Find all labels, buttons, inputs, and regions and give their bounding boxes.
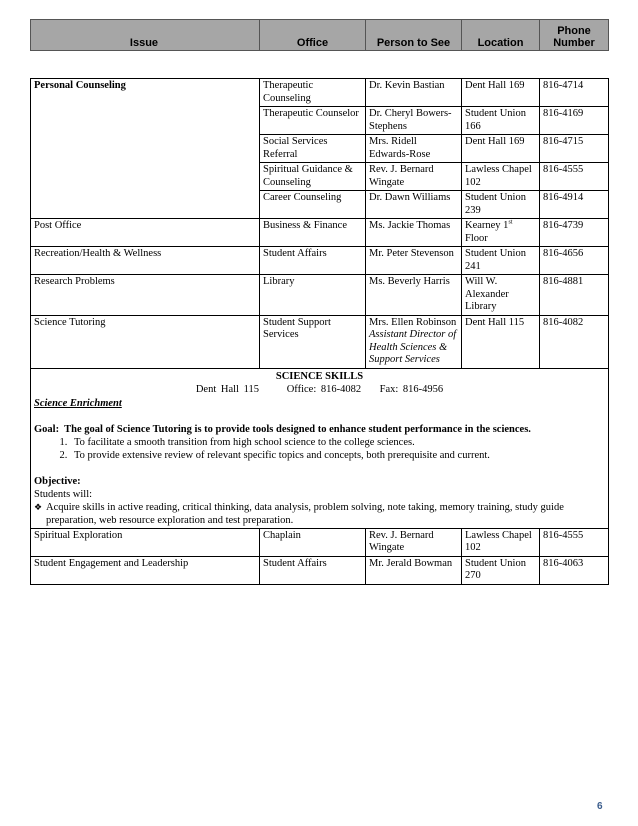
phone-cell: 816-4169	[540, 107, 609, 135]
science-skills-cell	[31, 368, 609, 528]
table-row	[31, 275, 609, 316]
person-cell: Dr. Dawn Williams	[366, 191, 462, 219]
issue-cell: Research Problems	[31, 275, 260, 316]
office-cell: Social Services Referral	[260, 135, 366, 163]
location-cell: Student Union 166	[462, 107, 540, 135]
location-cell: Dent Hall 169	[462, 79, 540, 107]
phone-cell: 816-4555	[540, 528, 609, 556]
office-cell: Spiritual Guidance & Counseling	[260, 163, 366, 191]
person-cell: Mrs. Ridell Edwards-Rose	[366, 135, 462, 163]
person-title: Assistant Director of Health Sciences & Support Services	[369, 329, 457, 365]
phone-cell: 816-4914	[540, 191, 609, 219]
location-cell: Dent Hall 115	[462, 315, 540, 368]
directory-header	[30, 19, 609, 51]
location-cell: Student Union 270	[462, 556, 540, 584]
header-issue: Issue	[31, 20, 260, 51]
office-cell: Student Affairs	[260, 556, 366, 584]
location-cell: Will W. Alexander Library	[462, 275, 540, 316]
phone-cell: 816-4739	[540, 219, 609, 247]
diamond-bullet-icon: ❖	[34, 501, 43, 512]
person-cell	[366, 315, 462, 368]
person-cell: Dr. Cheryl Bowers-Stephens	[366, 107, 462, 135]
office-cell: Chaplain	[260, 528, 366, 556]
objective-label: Objective:	[34, 475, 81, 487]
issue-cell: Spiritual Exploration	[31, 528, 260, 556]
header-office: Office	[260, 20, 366, 51]
person-cell: Rev. J. Bernard Wingate	[366, 528, 462, 556]
office-cell: Therapeutic Counseling	[260, 79, 366, 107]
phone-cell: 816-4881	[540, 275, 609, 316]
location-superscript: st	[508, 219, 513, 226]
office-cell: Business & Finance	[260, 219, 366, 247]
science-skills-row	[31, 368, 609, 528]
location-cell	[462, 219, 540, 247]
location-cell: Lawless Chapel 102	[462, 528, 540, 556]
issue-cell: Personal Counseling	[31, 79, 260, 219]
header-person: Person to See	[366, 20, 462, 51]
person-cell: Mr. Jerald Bowman	[366, 556, 462, 584]
office-cell: Student Support Services	[260, 315, 366, 368]
phone-cell: 816-4555	[540, 163, 609, 191]
office-cell: Library	[260, 275, 366, 316]
person-cell: Mr. Peter Stevenson	[366, 247, 462, 275]
phone-cell: 816-4715	[540, 135, 609, 163]
phone-cell: 816-4082	[540, 315, 609, 368]
science-skills-contact: Dent Hall 115 Office: 816-4082 Fax: 816-4956	[195, 383, 444, 395]
table-row	[31, 315, 609, 368]
person-cell: Dr. Kevin Bastian	[366, 79, 462, 107]
issue-cell: Student Engagement and Leadership	[31, 556, 260, 584]
office-cell: Therapeutic Counselor	[260, 107, 366, 135]
goal-list	[34, 436, 605, 462]
issue-cell: Science Tutoring	[31, 315, 260, 368]
list-item: 2. To provide extensive review of relevant specific topics and concepts, both prerequisite and current.	[70, 449, 605, 462]
header-phone: Phone Number	[540, 20, 609, 51]
table-row	[31, 556, 609, 584]
phone-cell: 816-4656	[540, 247, 609, 275]
person-name: Mrs. Ellen Robinson	[369, 316, 457, 328]
objective-item	[34, 501, 605, 527]
location-cell: Student Union 241	[462, 247, 540, 275]
person-cell: Ms. Jackie Thomas	[366, 219, 462, 247]
office-cell: Student Affairs	[260, 247, 366, 275]
issue-cell: Post Office	[31, 219, 260, 247]
location-cell: Dent Hall 169	[462, 135, 540, 163]
phone-cell: 816-4063	[540, 556, 609, 584]
list-item: 1. To facilitate a smooth transition from high school science to the college sciences.	[70, 436, 605, 449]
table-row	[31, 79, 609, 107]
header-spacer	[30, 51, 608, 78]
directory-page	[30, 19, 608, 585]
students-will-label: Students will:	[34, 488, 93, 500]
office-cell: Career Counseling	[260, 191, 366, 219]
location-cell: Student Union 239	[462, 191, 540, 219]
location-text: Kearney 1	[465, 220, 509, 231]
page-number: 6	[597, 801, 603, 812]
issue-cell: Recreation/Health & Wellness	[31, 247, 260, 275]
person-cell: Rev. J. Bernard Wingate	[366, 163, 462, 191]
person-cell: Ms. Beverly Harris	[366, 275, 462, 316]
table-row	[31, 247, 609, 275]
header-location: Location	[462, 20, 540, 51]
table-row	[31, 219, 609, 247]
table-row	[31, 528, 609, 556]
goal-statement: Goal: The goal of Science Tutoring is to provide tools designed to enhance student performance in the sciences.	[34, 423, 531, 435]
objective-text: Acquire skills in active reading, critical thinking, data analysis, problem solving, note taking, memory training, study guide preparation, web resource exploration and test preparation.	[46, 501, 564, 526]
phone-cell: 816-4714	[540, 79, 609, 107]
science-skills-title: SCIENCE SKILLS	[275, 370, 364, 382]
location-cell: Lawless Chapel 102	[462, 163, 540, 191]
science-enrichment-heading: Science Enrichment	[34, 397, 122, 409]
location-text-floor: Floor	[465, 232, 488, 244]
directory-table	[30, 78, 609, 585]
